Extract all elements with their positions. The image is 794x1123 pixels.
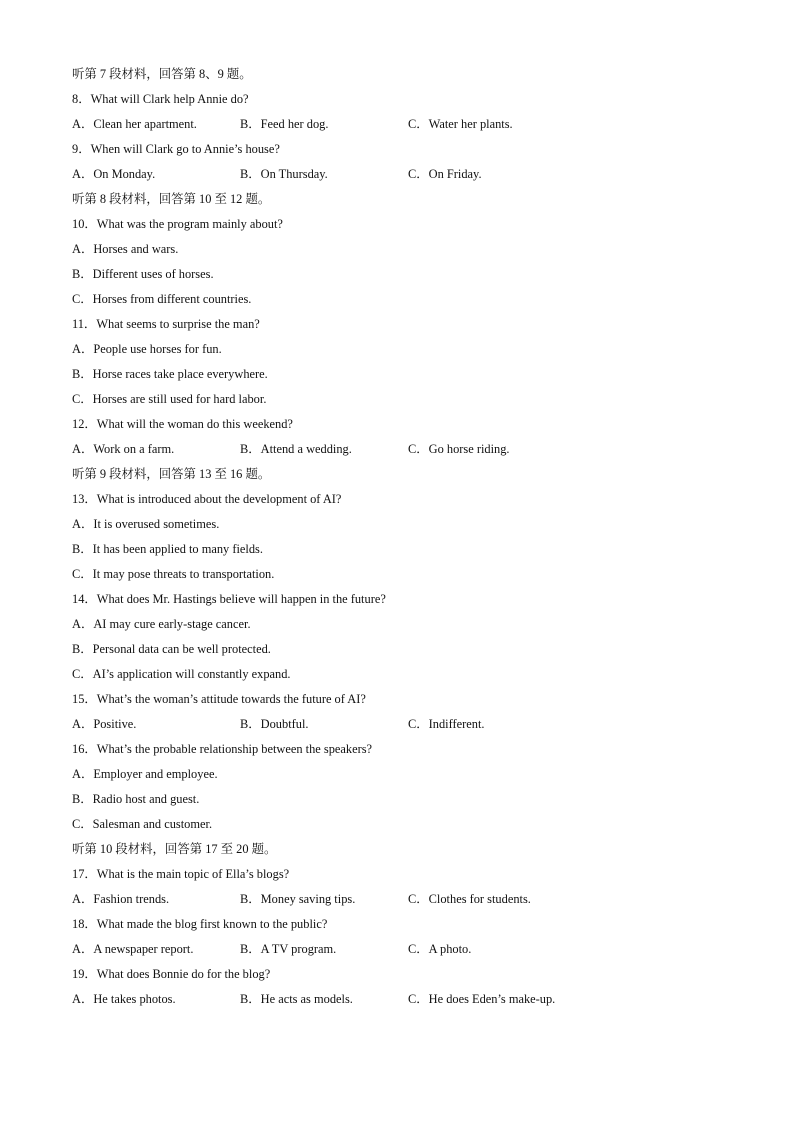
- question-line: 10．What was the program mainly about?: [72, 217, 283, 231]
- question-line: 15．What’s the woman’s attitude towards the future of AI?: [72, 692, 366, 706]
- answer-option: A．He takes photos.: [72, 992, 176, 1006]
- answer-option: B．A TV program.: [240, 942, 337, 956]
- question-line: 8．What will Clark help Annie do?: [72, 92, 249, 106]
- answer-options-row: [72, 887, 722, 912]
- section-instruction: 听第 8 段材料，回答第 10 至 12 题。: [72, 192, 271, 206]
- answer-option: C．He does Eden’s make-up.: [408, 992, 556, 1006]
- answer-option: C．Go horse riding.: [408, 442, 510, 456]
- question-line: A．Horses and wars.: [72, 242, 179, 256]
- question-line: C．Horses from different countries.: [72, 292, 252, 306]
- question-line: B．Different uses of horses.: [72, 267, 214, 281]
- section-instruction: 听第 9 段材料，回答第 13 至 16 题。: [72, 467, 271, 481]
- answer-option: B．Feed her dog.: [240, 117, 329, 131]
- question-line: 9．When will Clark go to Annie’s house?: [72, 142, 280, 156]
- question-line: C．Salesman and customer.: [72, 817, 213, 831]
- question-line: A．It is overused sometimes.: [72, 517, 220, 531]
- answer-option: A．A newspaper report.: [72, 942, 194, 956]
- answer-option: C．On Friday.: [408, 167, 482, 181]
- answer-option: A．Work on a farm.: [72, 442, 175, 456]
- question-line: B．It has been applied to many fields.: [72, 542, 263, 556]
- answer-option: C．Clothes for students.: [408, 892, 531, 906]
- question-line: 14．What does Mr. Hastings believe will happen in the future?: [72, 592, 386, 606]
- question-line: B．Personal data can be well protected.: [72, 642, 271, 656]
- answer-options-row: [72, 162, 722, 187]
- answer-option: C．A photo.: [408, 942, 472, 956]
- answer-option: B．Money saving tips.: [240, 892, 356, 906]
- answer-option: B．He acts as models.: [240, 992, 353, 1006]
- answer-option: B．On Thursday.: [240, 167, 328, 181]
- answer-option: A．Fashion trends.: [72, 892, 170, 906]
- question-line: 13．What is introduced about the development of AI?: [72, 492, 342, 506]
- answer-option: C．Water her plants.: [408, 117, 513, 131]
- answer-options-row: [72, 112, 722, 137]
- section-instruction: 听第 10 段材料，回答第 17 至 20 题。: [72, 842, 277, 856]
- answer-option: A．On Monday.: [72, 167, 156, 181]
- question-line: A．Employer and employee.: [72, 767, 218, 781]
- question-line: 17．What is the main topic of Ella’s blogs?: [72, 867, 290, 881]
- answer-options-row: [72, 712, 722, 737]
- answer-option: A．Positive.: [72, 717, 137, 731]
- answer-options-row: [72, 987, 722, 1012]
- question-line: A．AI may cure early-stage cancer.: [72, 617, 251, 631]
- question-line: 11．What seems to surprise the man?: [72, 317, 260, 331]
- question-line: B．Radio host and guest.: [72, 792, 200, 806]
- question-line: 18．What made the blog first known to the public?: [72, 917, 328, 931]
- question-line: C．Horses are still used for hard labor.: [72, 392, 267, 406]
- question-line: 12．What will the woman do this weekend?: [72, 417, 293, 431]
- answer-option: B．Attend a wedding.: [240, 442, 352, 456]
- answer-option: A．Clean her apartment.: [72, 117, 197, 131]
- question-line: 19．What does Bonnie do for the blog?: [72, 967, 271, 981]
- question-line: C．It may pose threats to transportation.: [72, 567, 275, 581]
- question-line: A．People use horses for fun.: [72, 342, 222, 356]
- answer-option: B．Doubtful.: [240, 717, 309, 731]
- answer-options-row: [72, 937, 722, 962]
- question-line: C．AI’s application will constantly expand.: [72, 667, 291, 681]
- question-line: B．Horse races take place everywhere.: [72, 367, 268, 381]
- exam-page: [72, 62, 722, 1012]
- answer-options-row: [72, 437, 722, 462]
- question-line: 16．What’s the probable relationship between the speakers?: [72, 742, 373, 756]
- section-instruction: 听第 7 段材料，回答第 8、9 题。: [72, 67, 252, 81]
- answer-option: C．Indifferent.: [408, 717, 485, 731]
